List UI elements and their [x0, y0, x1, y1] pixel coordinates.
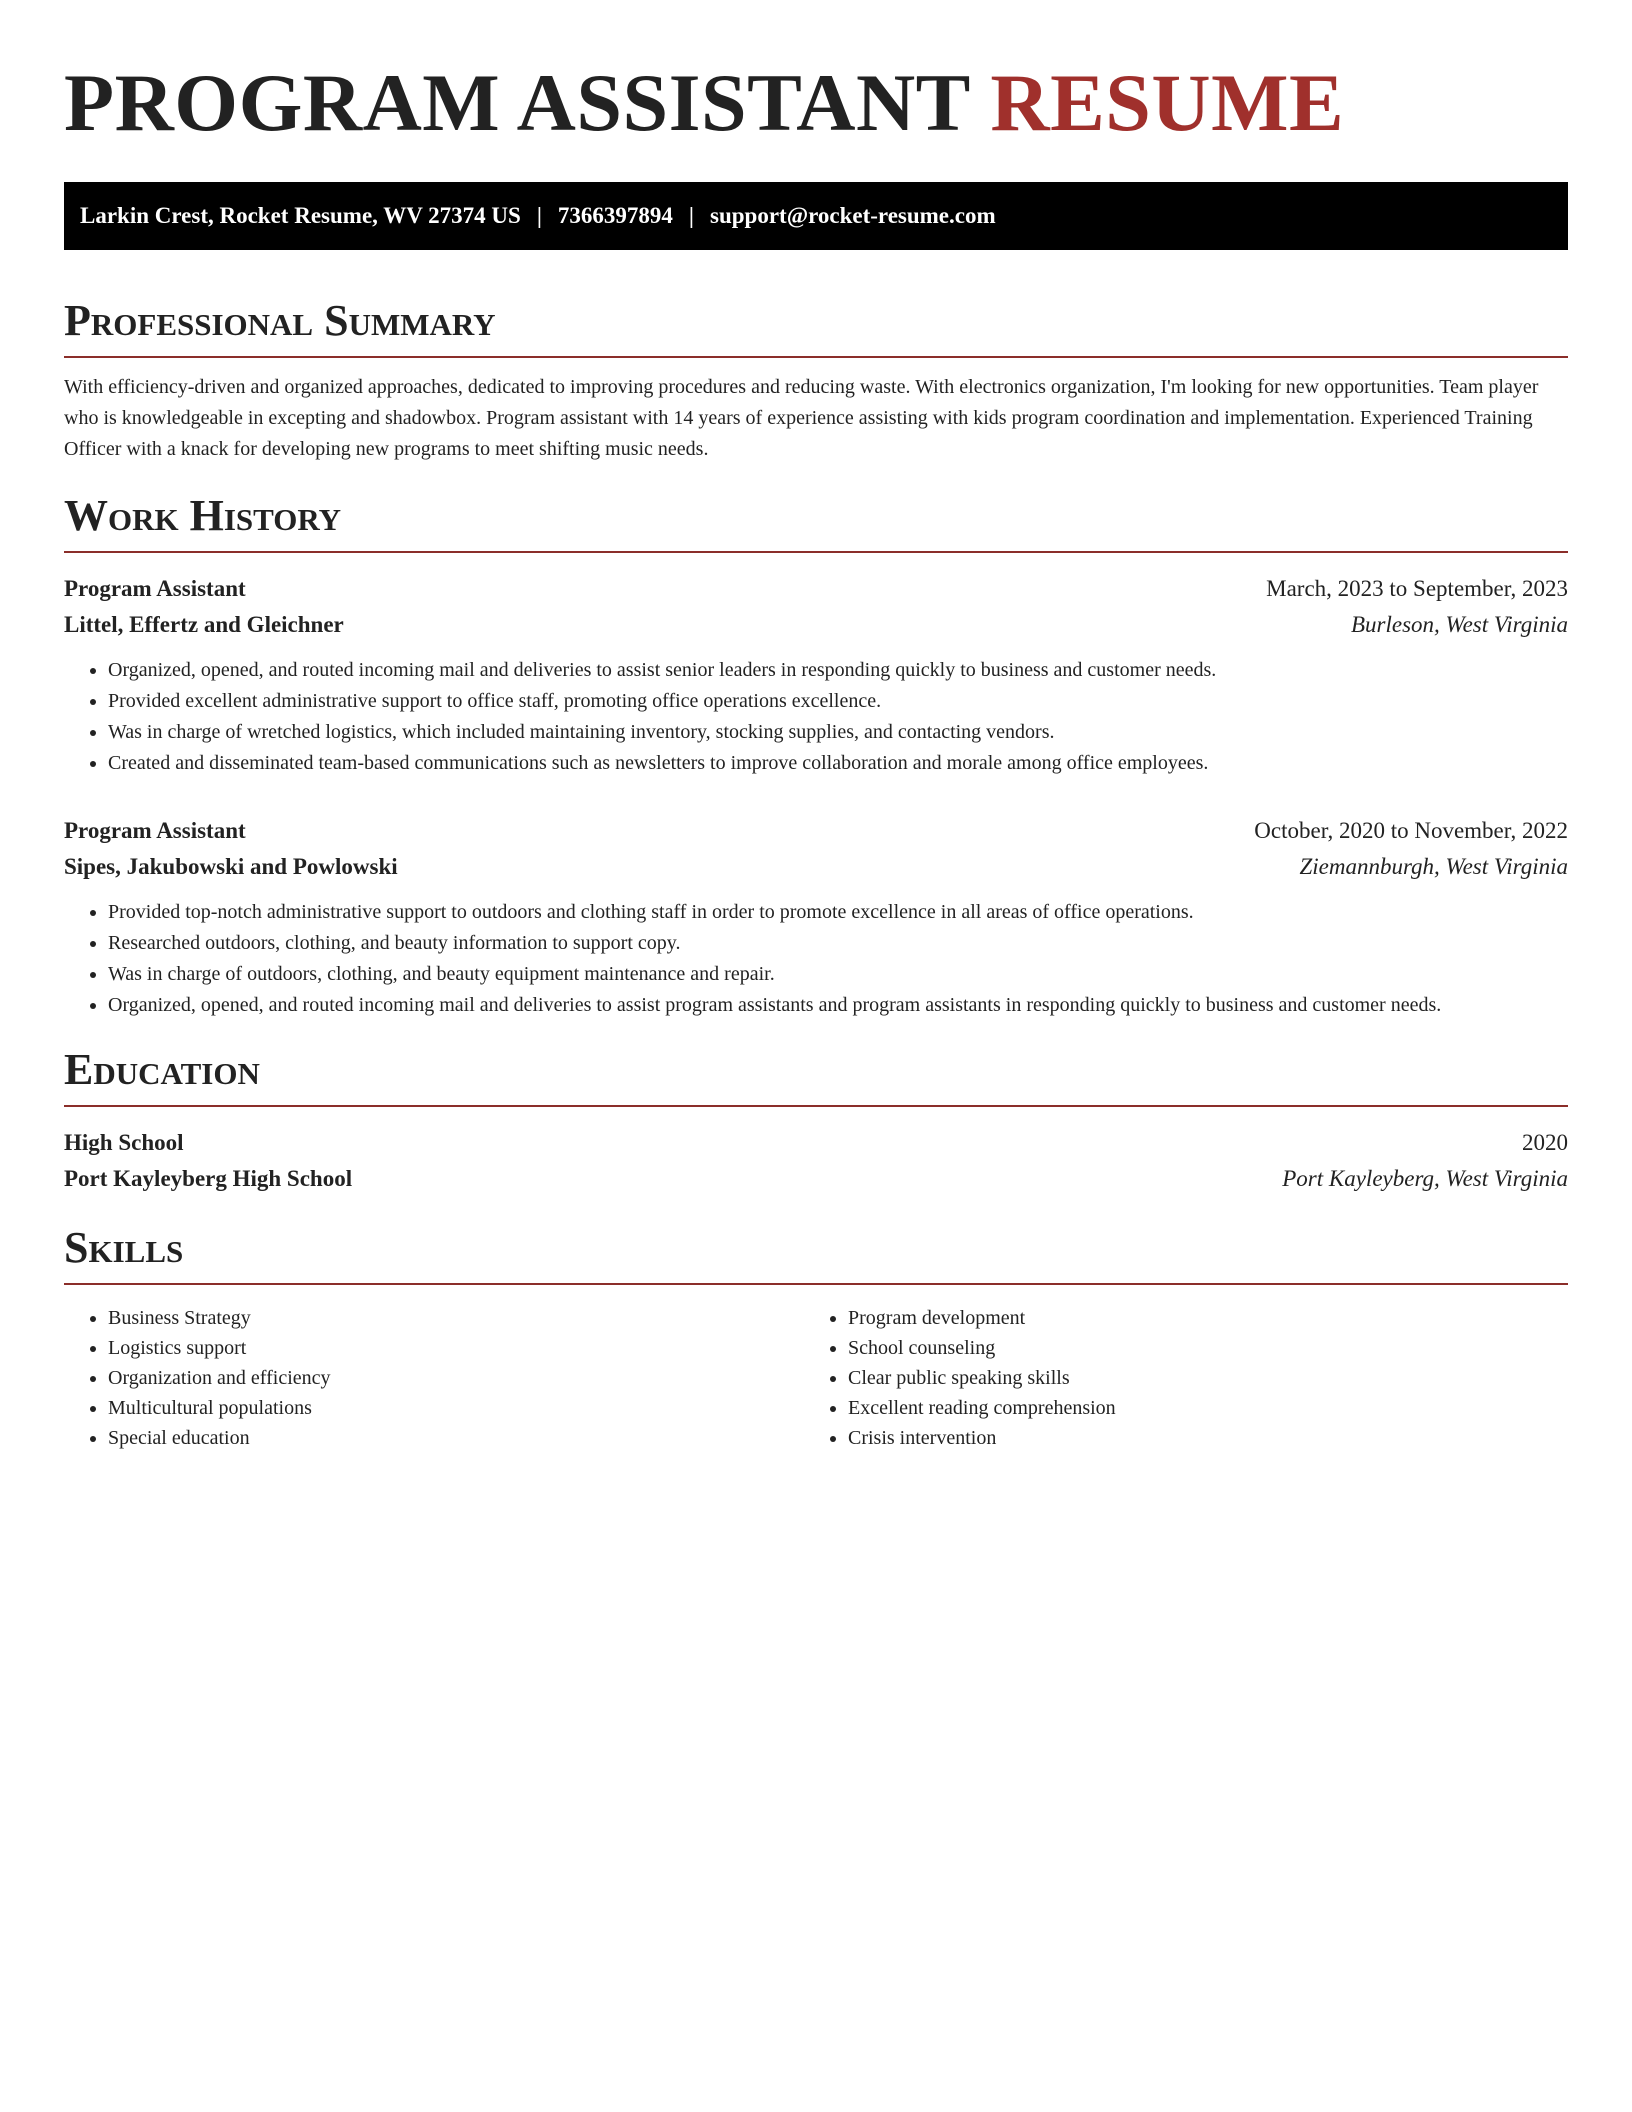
job-bullet: • Organized, opened, and routed incoming mail and deliveries to assist program assistants and program assistants in responding quickly to business and customer needs. — [108, 990, 1568, 1021]
job-bullets — [64, 897, 1568, 1021]
summary-heading: Professional Summary — [64, 296, 1568, 358]
summary-section — [64, 296, 1568, 465]
job-bullet: • Was in charge of outdoors, clothing, and beauty equipment maintenance and repair. — [108, 959, 1568, 990]
job-bullet: • Researched outdoors, clothing, and beauty information to support copy. — [108, 928, 1568, 959]
job-bullet: • Was in charge of wretched logistics, which included maintaining inventory, stocking supplies, and contacting vendors. — [108, 717, 1568, 748]
job-company-row — [64, 849, 1568, 885]
job-title: Program Assistant — [64, 576, 246, 601]
skill-item: • Excellent reading comprehension — [848, 1393, 1544, 1423]
education-heading: Education — [64, 1045, 1568, 1107]
skill-item: • Multicultural populations — [108, 1393, 804, 1423]
skill-item: • Business Strategy — [108, 1303, 804, 1333]
education-entry — [64, 1125, 1568, 1197]
education-year: 2020 — [1522, 1130, 1568, 1155]
education-section — [64, 1045, 1568, 1197]
work-history-section — [64, 491, 1568, 1021]
contact-bar — [64, 182, 1568, 250]
job-bullet: • Provided excellent administrative support to office staff, promoting office operations excellence. — [108, 686, 1568, 717]
job-entry — [64, 813, 1568, 1021]
title-accent: RESUME — [990, 57, 1345, 148]
job-company: Sipes, Jakubowski and Powlowski — [64, 854, 398, 879]
education-degree: High School — [64, 1130, 184, 1155]
job-company-row — [64, 607, 1568, 643]
title-main: PROGRAM ASSISTANT — [64, 57, 970, 148]
job-dates: October, 2020 to November, 2022 — [1254, 818, 1568, 843]
job-entry — [64, 571, 1568, 779]
contact-separator: | — [688, 203, 694, 228]
skills-list-right — [804, 1303, 1544, 1453]
job-bullet: • Organized, opened, and routed incoming mail and deliveries to assist senior leaders in responding quickly to business and customer needs. — [108, 655, 1568, 686]
education-location: Port Kayleyberg, West Virginia — [1282, 1166, 1568, 1191]
skill-item: • Logistics support — [108, 1333, 804, 1363]
contact-separator: | — [536, 203, 542, 228]
job-title-row — [64, 813, 1568, 849]
contact-email: support@rocket-resume.com — [710, 203, 996, 228]
job-bullet: • Provided top-notch administrative support to outdoors and clothing staff in order to promote excellence in all areas of office operations. — [108, 897, 1568, 928]
skills-heading: Skills — [64, 1223, 1568, 1285]
contact-phone: 7366397894 — [557, 203, 673, 228]
resume-title — [64, 58, 1568, 148]
work-history-heading: Work History — [64, 491, 1568, 553]
skill-item: • Special education — [108, 1423, 804, 1453]
contact-address: Larkin Crest, Rocket Resume, WV 27374 US — [80, 203, 521, 228]
job-location: Ziemannburgh, West Virginia — [1299, 854, 1568, 879]
skill-item: • School counseling — [848, 1333, 1544, 1363]
skill-item: • Clear public speaking skills — [848, 1363, 1544, 1393]
skill-item: • Crisis intervention — [848, 1423, 1544, 1453]
skill-item: • Program development — [848, 1303, 1544, 1333]
job-company: Littel, Effertz and Gleichner — [64, 612, 344, 637]
job-title-row — [64, 571, 1568, 607]
skills-section — [64, 1223, 1568, 1453]
job-location: Burleson, West Virginia — [1350, 612, 1568, 637]
job-bullet: • Created and disseminated team-based communications such as newsletters to improve collaboration and morale among office employees. — [108, 748, 1568, 779]
skills-columns — [64, 1303, 1568, 1453]
summary-text: With efficiency-driven and organized approaches, dedicated to improving procedures and reducing waste. With electronics organization, I'm looking for new opportunities. Team player who is knowledgeable in excepting and shadowbox. Program assistant with 14 years of experience assisting with kids program coordination and implementation. Experienced Training Officer with a knack for developing new programs to meet shifting music needs. — [64, 376, 1539, 460]
job-title: Program Assistant — [64, 818, 246, 843]
education-school: Port Kayleyberg High School — [64, 1166, 353, 1191]
job-bullets — [64, 655, 1568, 779]
job-dates: March, 2023 to September, 2023 — [1266, 576, 1568, 601]
skills-list-left — [64, 1303, 804, 1453]
education-school-row — [64, 1161, 1568, 1197]
education-degree-row — [64, 1125, 1568, 1161]
skill-item: • Organization and efficiency — [108, 1363, 804, 1393]
